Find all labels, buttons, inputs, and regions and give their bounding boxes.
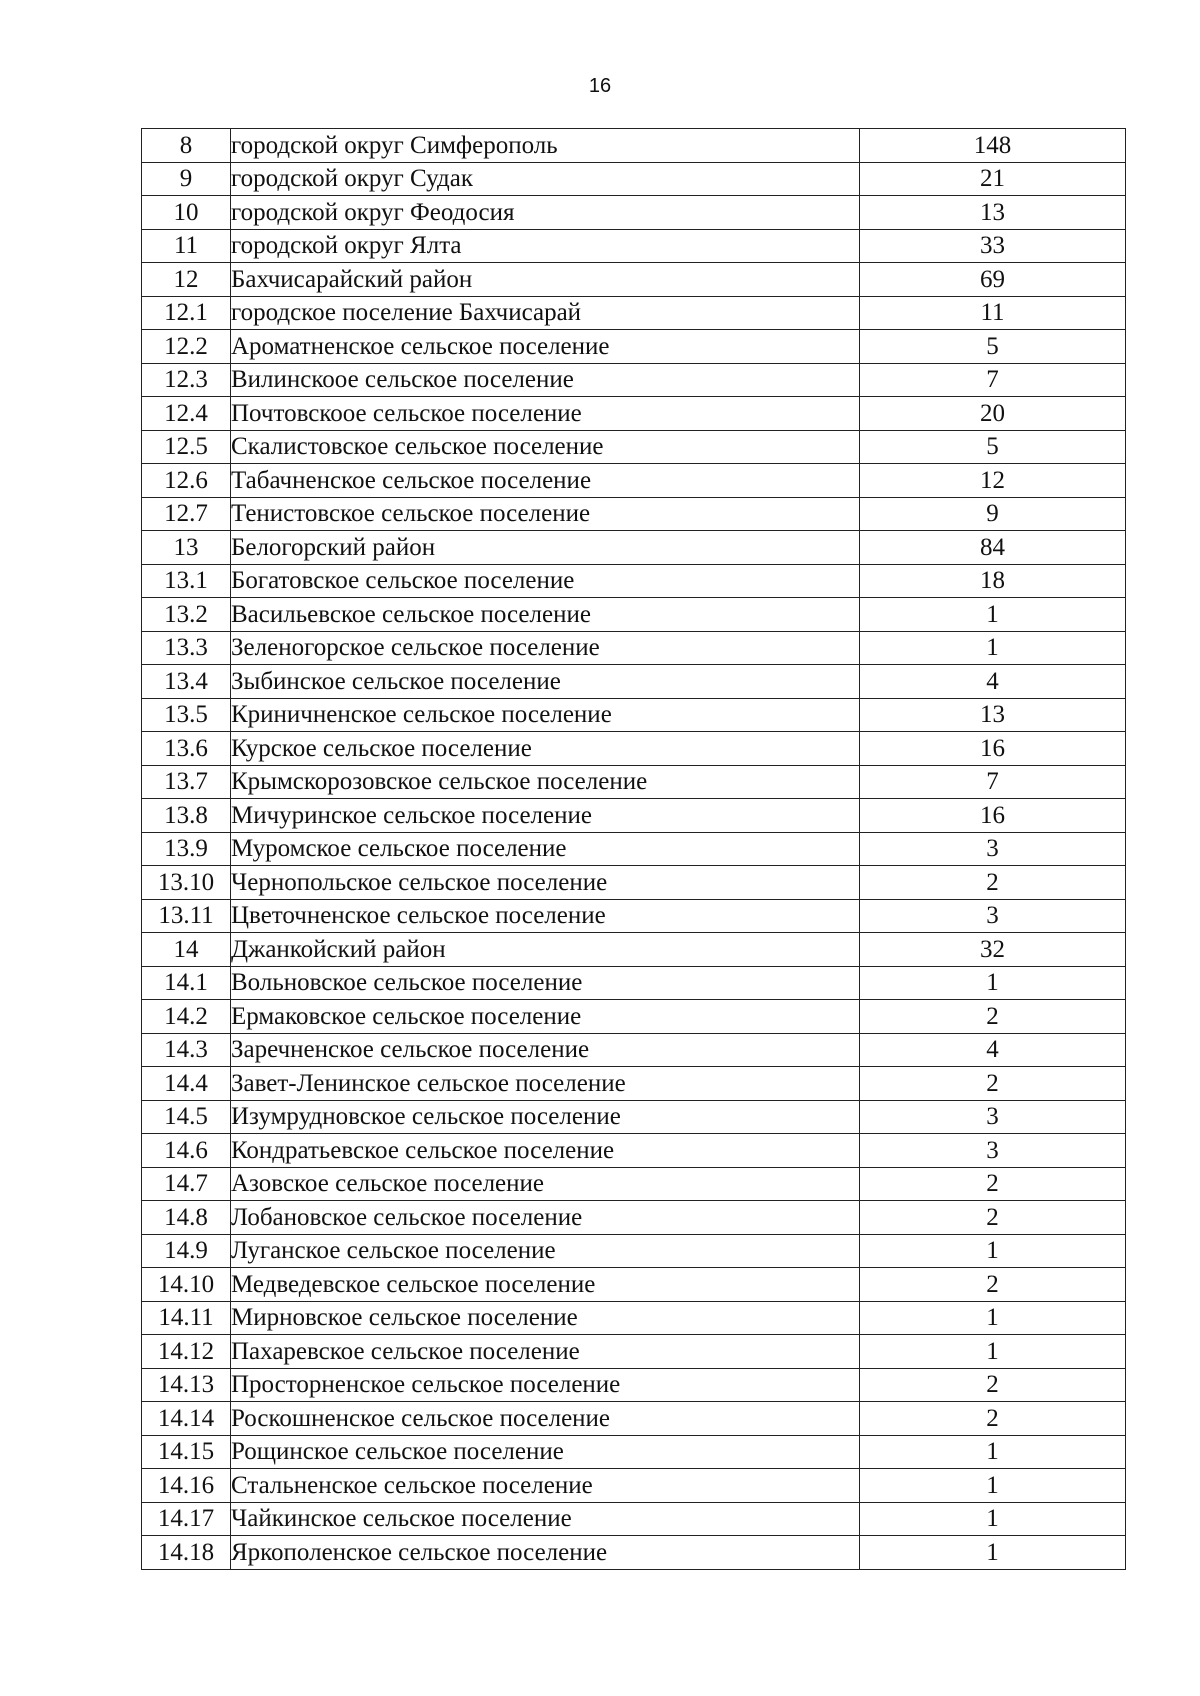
row-number-cell: 13.3 xyxy=(142,631,231,665)
count-cell: 2 xyxy=(860,1201,1126,1235)
settlement-name-cell: Роскошненское сельское поселение xyxy=(231,1402,860,1436)
row-number-cell: 12.7 xyxy=(142,497,231,531)
settlement-name-cell: Мичуринское сельское поселение xyxy=(231,799,860,833)
count-cell: 69 xyxy=(860,263,1126,297)
table-row xyxy=(142,732,1126,766)
settlement-name-cell: Чернопольское сельское поселение xyxy=(231,866,860,900)
row-number-cell: 13.10 xyxy=(142,866,231,900)
table-row xyxy=(142,363,1126,397)
table-row xyxy=(142,497,1126,531)
table-row xyxy=(142,765,1126,799)
row-number-cell: 12.2 xyxy=(142,330,231,364)
settlement-name-cell: городской округ Симферополь xyxy=(231,129,860,163)
settlement-name-cell: Пахаревское сельское поселение xyxy=(231,1335,860,1369)
settlement-name-cell: Чайкинское сельское поселение xyxy=(231,1502,860,1536)
table-row xyxy=(142,1469,1126,1503)
count-cell: 3 xyxy=(860,899,1126,933)
row-number-cell: 14.8 xyxy=(142,1201,231,1235)
table-row xyxy=(142,1335,1126,1369)
table-row xyxy=(142,162,1126,196)
settlement-name-cell: Ароматненское сельское поселение xyxy=(231,330,860,364)
settlement-name-cell: Вольновское сельское поселение xyxy=(231,966,860,1000)
row-number-cell: 14.17 xyxy=(142,1502,231,1536)
count-cell: 1 xyxy=(860,1335,1126,1369)
count-cell: 84 xyxy=(860,531,1126,565)
row-number-cell: 10 xyxy=(142,196,231,230)
row-number-cell: 9 xyxy=(142,162,231,196)
row-number-cell: 13 xyxy=(142,531,231,565)
table-row xyxy=(142,966,1126,1000)
table-row xyxy=(142,1502,1126,1536)
row-number-cell: 14.3 xyxy=(142,1033,231,1067)
row-number-cell: 14.1 xyxy=(142,966,231,1000)
row-number-cell: 8 xyxy=(142,129,231,163)
count-cell: 2 xyxy=(860,1368,1126,1402)
count-cell: 1 xyxy=(860,966,1126,1000)
table-row xyxy=(142,1536,1126,1570)
count-cell: 20 xyxy=(860,397,1126,431)
count-cell: 1 xyxy=(860,1536,1126,1570)
count-cell: 32 xyxy=(860,933,1126,967)
row-number-cell: 13.9 xyxy=(142,832,231,866)
table-row xyxy=(142,698,1126,732)
row-number-cell: 12.1 xyxy=(142,296,231,330)
table-row xyxy=(142,263,1126,297)
row-number-cell: 13.1 xyxy=(142,564,231,598)
table-body xyxy=(142,129,1126,1570)
count-cell: 16 xyxy=(860,732,1126,766)
count-cell: 7 xyxy=(860,765,1126,799)
row-number-cell: 14.9 xyxy=(142,1234,231,1268)
settlement-name-cell: Кондратьевское сельское поселение xyxy=(231,1134,860,1168)
table-row xyxy=(142,296,1126,330)
settlement-name-cell: Мирновское сельское поселение xyxy=(231,1301,860,1335)
table-row xyxy=(142,1402,1126,1436)
settlement-name-cell: Зеленогорское сельское поселение xyxy=(231,631,860,665)
table-row xyxy=(142,1234,1126,1268)
table-row xyxy=(142,531,1126,565)
count-cell: 11 xyxy=(860,296,1126,330)
table-row xyxy=(142,598,1126,632)
table-row xyxy=(142,832,1126,866)
table-row xyxy=(142,229,1126,263)
table-row xyxy=(142,129,1126,163)
count-cell: 2 xyxy=(860,866,1126,900)
count-cell: 5 xyxy=(860,430,1126,464)
table-row xyxy=(142,1067,1126,1101)
count-cell: 2 xyxy=(860,1067,1126,1101)
settlement-name-cell: городской округ Судак xyxy=(231,162,860,196)
table-row xyxy=(142,196,1126,230)
table-row xyxy=(142,1000,1126,1034)
settlement-name-cell: Бахчисарайский район xyxy=(231,263,860,297)
table-row xyxy=(142,564,1126,598)
table-row xyxy=(142,1134,1126,1168)
row-number-cell: 14.11 xyxy=(142,1301,231,1335)
count-cell: 3 xyxy=(860,1134,1126,1168)
row-number-cell: 14.16 xyxy=(142,1469,231,1503)
count-cell: 1 xyxy=(860,1301,1126,1335)
row-number-cell: 12.3 xyxy=(142,363,231,397)
settlement-name-cell: Луганское сельское поселение xyxy=(231,1234,860,1268)
settlement-name-cell: Богатовское сельское поселение xyxy=(231,564,860,598)
count-cell: 148 xyxy=(860,129,1126,163)
table-row xyxy=(142,933,1126,967)
table-row xyxy=(142,1100,1126,1134)
row-number-cell: 14 xyxy=(142,933,231,967)
row-number-cell: 13.4 xyxy=(142,665,231,699)
settlement-name-cell: Скалистовское сельское поселение xyxy=(231,430,860,464)
settlement-name-cell: Почтовскоое сельское поселение xyxy=(231,397,860,431)
table-row xyxy=(142,330,1126,364)
count-cell: 33 xyxy=(860,229,1126,263)
settlement-name-cell: Медведевское сельское поселение xyxy=(231,1268,860,1302)
table-row xyxy=(142,899,1126,933)
count-cell: 21 xyxy=(860,162,1126,196)
row-number-cell: 13.11 xyxy=(142,899,231,933)
table-row xyxy=(142,1435,1126,1469)
row-number-cell: 14.2 xyxy=(142,1000,231,1034)
settlement-name-cell: Муромское сельское поселение xyxy=(231,832,860,866)
row-number-cell: 11 xyxy=(142,229,231,263)
settlement-name-cell: Ермаковское сельское поселение xyxy=(231,1000,860,1034)
row-number-cell: 13.8 xyxy=(142,799,231,833)
row-number-cell: 12 xyxy=(142,263,231,297)
row-number-cell: 14.5 xyxy=(142,1100,231,1134)
table-row xyxy=(142,464,1126,498)
settlement-name-cell: Тенистовское сельское поселение xyxy=(231,497,860,531)
count-cell: 2 xyxy=(860,1402,1126,1436)
settlements-table xyxy=(141,128,1126,1570)
row-number-cell: 12.5 xyxy=(142,430,231,464)
settlement-name-cell: Просторненское сельское поселение xyxy=(231,1368,860,1402)
settlement-name-cell: Яркополенское сельское поселение xyxy=(231,1536,860,1570)
row-number-cell: 14.18 xyxy=(142,1536,231,1570)
settlement-name-cell: Крымскорозовское сельское поселение xyxy=(231,765,860,799)
settlement-name-cell: Криничненское сельское поселение xyxy=(231,698,860,732)
count-cell: 5 xyxy=(860,330,1126,364)
settlement-name-cell: Зыбинское сельское поселение xyxy=(231,665,860,699)
row-number-cell: 13.7 xyxy=(142,765,231,799)
settlement-name-cell: городской округ Ялта xyxy=(231,229,860,263)
row-number-cell: 13.6 xyxy=(142,732,231,766)
table-row xyxy=(142,1368,1126,1402)
count-cell: 1 xyxy=(860,631,1126,665)
table-row xyxy=(142,631,1126,665)
settlement-name-cell: Табачненское сельское поселение xyxy=(231,464,860,498)
settlement-name-cell: Курское сельское поселение xyxy=(231,732,860,766)
settlement-name-cell: Лобановское сельское поселение xyxy=(231,1201,860,1235)
count-cell: 13 xyxy=(860,698,1126,732)
row-number-cell: 13.5 xyxy=(142,698,231,732)
table-row xyxy=(142,1167,1126,1201)
settlement-name-cell: городское поселение Бахчисарай xyxy=(231,296,860,330)
table-row xyxy=(142,1301,1126,1335)
count-cell: 1 xyxy=(860,1234,1126,1268)
count-cell: 9 xyxy=(860,497,1126,531)
row-number-cell: 14.10 xyxy=(142,1268,231,1302)
table-row xyxy=(142,866,1126,900)
table-row xyxy=(142,430,1126,464)
count-cell: 18 xyxy=(860,564,1126,598)
row-number-cell: 12.4 xyxy=(142,397,231,431)
table-row xyxy=(142,397,1126,431)
settlement-name-cell: городской округ Феодосия xyxy=(231,196,860,230)
count-cell: 3 xyxy=(860,1100,1126,1134)
settlement-name-cell: Рощинское сельское поселение xyxy=(231,1435,860,1469)
table-row xyxy=(142,665,1126,699)
row-number-cell: 14.6 xyxy=(142,1134,231,1168)
settlement-name-cell: Изумрудновское сельское поселение xyxy=(231,1100,860,1134)
count-cell: 4 xyxy=(860,1033,1126,1067)
table-row xyxy=(142,799,1126,833)
settlement-name-cell: Белогорский район xyxy=(231,531,860,565)
settlement-name-cell: Завет-Ленинское сельское поселение xyxy=(231,1067,860,1101)
count-cell: 2 xyxy=(860,1268,1126,1302)
count-cell: 2 xyxy=(860,1000,1126,1034)
settlement-name-cell: Стальненское сельское поселение xyxy=(231,1469,860,1503)
row-number-cell: 13.2 xyxy=(142,598,231,632)
settlement-name-cell: Цветочненское сельское поселение xyxy=(231,899,860,933)
count-cell: 1 xyxy=(860,1502,1126,1536)
count-cell: 4 xyxy=(860,665,1126,699)
table-row xyxy=(142,1033,1126,1067)
page-number: 16 xyxy=(588,75,612,97)
row-number-cell: 14.4 xyxy=(142,1067,231,1101)
count-cell: 16 xyxy=(860,799,1126,833)
count-cell: 7 xyxy=(860,363,1126,397)
count-cell: 12 xyxy=(860,464,1126,498)
count-cell: 1 xyxy=(860,1469,1126,1503)
count-cell: 1 xyxy=(860,1435,1126,1469)
settlement-name-cell: Азовское сельское поселение xyxy=(231,1167,860,1201)
settlement-name-cell: Заречненское сельское поселение xyxy=(231,1033,860,1067)
table-row xyxy=(142,1201,1126,1235)
table-row xyxy=(142,1268,1126,1302)
count-cell: 1 xyxy=(860,598,1126,632)
count-cell: 2 xyxy=(860,1167,1126,1201)
settlement-name-cell: Вилинскоое сельское поселение xyxy=(231,363,860,397)
row-number-cell: 14.15 xyxy=(142,1435,231,1469)
count-cell: 3 xyxy=(860,832,1126,866)
row-number-cell: 12.6 xyxy=(142,464,231,498)
row-number-cell: 14.7 xyxy=(142,1167,231,1201)
count-cell: 13 xyxy=(860,196,1126,230)
row-number-cell: 14.13 xyxy=(142,1368,231,1402)
row-number-cell: 14.14 xyxy=(142,1402,231,1436)
row-number-cell: 14.12 xyxy=(142,1335,231,1369)
settlement-name-cell: Джанкойский район xyxy=(231,933,860,967)
settlement-name-cell: Васильевское сельское поселение xyxy=(231,598,860,632)
